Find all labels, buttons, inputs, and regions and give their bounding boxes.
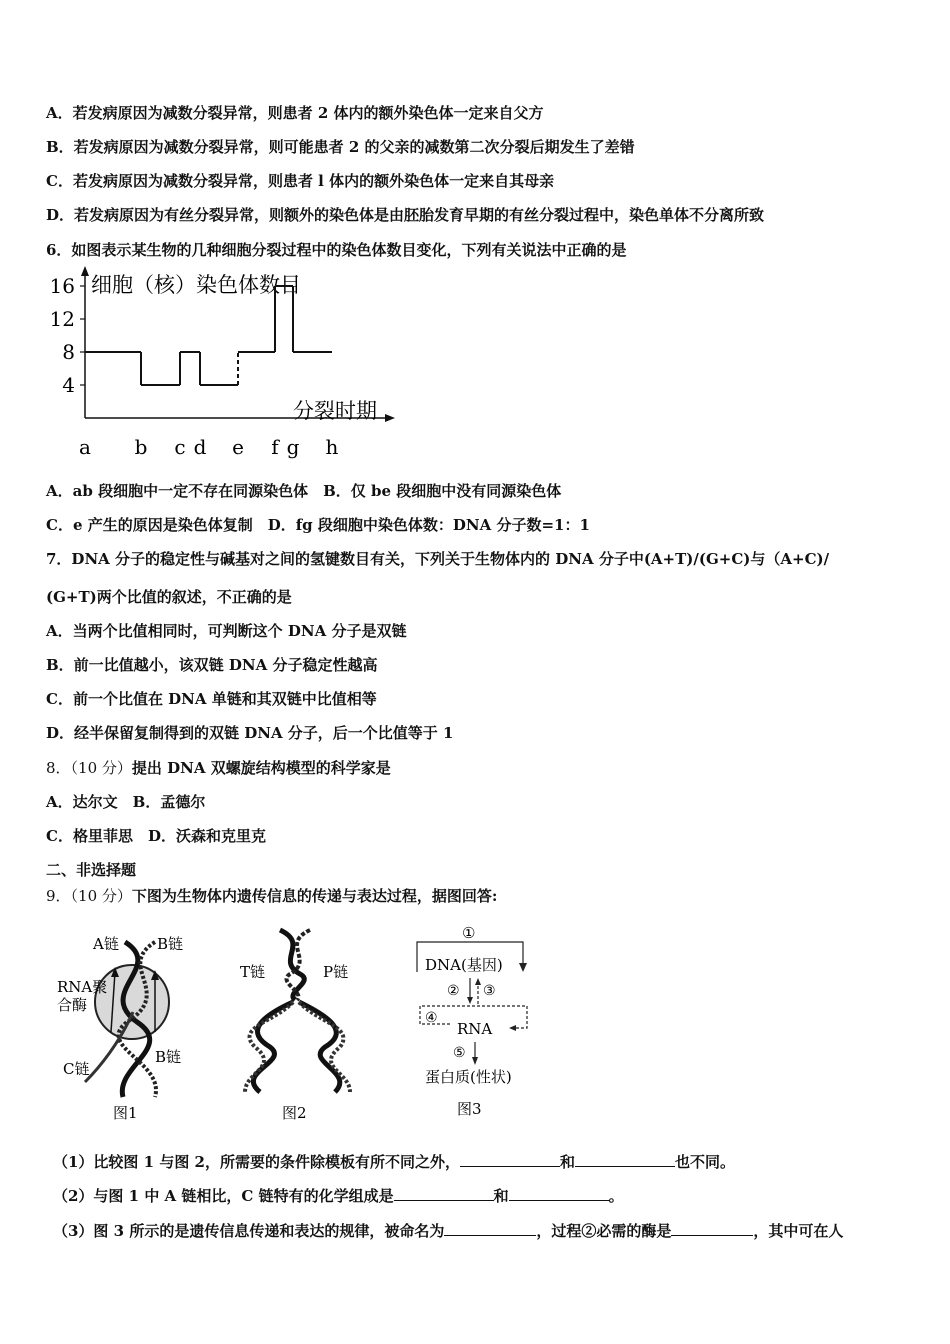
q8-score: （10 分） bbox=[70, 759, 132, 777]
x-axis-arrow bbox=[385, 414, 395, 422]
x-axis-label: 分裂时期 bbox=[293, 399, 377, 423]
q8-stem-line bbox=[46, 758, 391, 778]
fig3-dna-label: DNA(基因) bbox=[425, 956, 503, 974]
fig1-b-chain-bottom-label: B链 bbox=[155, 1048, 182, 1066]
q7-option-b: B．前一比值越小，该双链 DNA 分子稳定性越高 bbox=[46, 656, 378, 674]
q6-options-ab: A．ab 段细胞中一定不存在同源染色体 B．仅 be 段细胞中没有同源染色体 bbox=[46, 482, 562, 500]
x-tick-label-c: c bbox=[174, 435, 186, 459]
q9-sub3-before: （3）图 3 所示的是遗传信息传递和表达的规律，被命名为 bbox=[53, 1222, 445, 1240]
fig1-enzyme-label-1: RNA聚 bbox=[57, 978, 108, 996]
q7-option-d: D．经半保留复制得到的双链 DNA 分子，后一个比值等于 1 bbox=[46, 724, 454, 742]
q9-sub2-before: （2）与图 1 中 A 链相比，C 链特有的化学组成是 bbox=[53, 1187, 394, 1205]
helix-right-strand-1 bbox=[299, 1002, 340, 1092]
figure-2-replication bbox=[235, 922, 360, 1127]
figure-3-central-dogma bbox=[405, 920, 545, 1125]
answer-blank-6[interactable] bbox=[671, 1221, 753, 1236]
section-title: 二、非选择题 bbox=[46, 861, 137, 879]
q6-options-cd: C．e 产生的原因是染色体复制 D．fg 段细胞中染色体数：DNA 分子数=1：1 bbox=[46, 516, 590, 534]
fig1-enzyme-label-2: 合酶 bbox=[57, 996, 88, 1014]
q8-stem: 提出 DNA 双螺旋结构模型的科学家是 bbox=[131, 759, 391, 777]
q9-sub2 bbox=[53, 1186, 624, 1206]
x-tick-label-e: e bbox=[232, 435, 244, 459]
y-tick-label: 4 bbox=[62, 373, 75, 397]
q9-number: 9． bbox=[46, 887, 71, 905]
q9-sub3-mid: ，过程②必需的酶是 bbox=[536, 1222, 672, 1240]
q7-stem-line1: 7．DNA 分子的稳定性与碱基对之间的氢键数目有关，下列关于生物体内的 DNA 分子中(A+T)/(G+C)与（A+C)/ bbox=[46, 550, 830, 568]
q9-sub1 bbox=[53, 1152, 735, 1172]
fig2-p-chain-label: P链 bbox=[323, 963, 349, 981]
x-tick-label-d: d bbox=[193, 435, 207, 459]
fig3-protein-label: 蛋白质(性状) bbox=[425, 1068, 512, 1086]
x-tick-label-a: a bbox=[79, 435, 91, 459]
q8-number: 8． bbox=[46, 759, 71, 777]
y-tick-label: 8 bbox=[62, 340, 75, 364]
y-tick-label: 12 bbox=[49, 307, 75, 331]
chart-title: 细胞（核）染色体数目 bbox=[91, 273, 301, 297]
q8-options-ab: A．达尔文 B．孟德尔 bbox=[46, 793, 206, 811]
q7-option-a: A．当两个比值相同时，可判断这个 DNA 分子是双链 bbox=[46, 622, 407, 640]
fig3-rna-label: RNA bbox=[457, 1020, 493, 1038]
q9-score: （10 分） bbox=[70, 887, 132, 905]
y-axis-arrow bbox=[81, 266, 89, 276]
fig2-t-chain-label: T链 bbox=[240, 963, 266, 981]
q9-sub1-mid: 和 bbox=[559, 1153, 575, 1171]
q9-sub3 bbox=[53, 1221, 843, 1241]
answer-blank-1[interactable] bbox=[460, 1152, 560, 1167]
q7-stem-line2: (G+T)两个比值的叙述，不正确的是 bbox=[46, 588, 292, 606]
q9-sub3-after: ，其中可在人 bbox=[753, 1222, 844, 1240]
q5-option-a: A．若发病原因为减数分裂异常，则患者 2 体内的额外染色体一定来自父方 bbox=[46, 104, 544, 122]
fig3-num-1: ① bbox=[462, 924, 476, 942]
answer-blank-2[interactable] bbox=[575, 1152, 675, 1167]
q6-stem: 6．如图表示某生物的几种细胞分裂过程中的染色体数目变化，下列有关说法中正确的是 bbox=[46, 241, 627, 259]
q9-sub1-before: （1）比较图 1 与图 2，所需要的条件除模板有所不同之外， bbox=[53, 1153, 460, 1171]
answer-blank-5[interactable] bbox=[444, 1221, 536, 1236]
fig2-caption: 图2 bbox=[282, 1104, 307, 1122]
x-tick-label-h: h bbox=[325, 435, 339, 459]
answer-blank-4[interactable] bbox=[509, 1186, 609, 1201]
q9-stem-line bbox=[46, 886, 497, 906]
chromosome-count-chart bbox=[45, 266, 405, 466]
answer-blank-3[interactable] bbox=[394, 1186, 494, 1201]
fig1-b-chain-top-label: B链 bbox=[157, 935, 184, 953]
fig1-a-chain-label: A链 bbox=[93, 935, 119, 953]
q7-option-c: C．前一个比值在 DNA 单链和其双链中比值相等 bbox=[46, 690, 377, 708]
q9-sub2-mid: 和 bbox=[493, 1187, 509, 1205]
q5-option-d: D．若发病原因为有丝分裂异常，则额外的染色体是由胚胎发育早期的有丝分裂过程中，染色单体不分离所致 bbox=[46, 206, 765, 224]
fig3-num-4: ④ bbox=[425, 1010, 438, 1026]
helix-left-strand-1 bbox=[253, 1002, 293, 1092]
x-tick-label-g: g bbox=[286, 435, 300, 459]
q9-stem: 下图为生物体内遗传信息的传递与表达过程，据图回答: bbox=[131, 887, 498, 905]
q9-sub2-after: 。 bbox=[608, 1187, 624, 1205]
fig3-num-3: ③ bbox=[483, 983, 496, 999]
x-tick-label-b: b bbox=[134, 435, 148, 459]
q5-option-c: C．若发病原因为减数分裂异常，则患者 l 体内的额外染色体一定来自其母亲 bbox=[46, 172, 555, 190]
q8-options-cd: C．格里菲思 D．沃森和克里克 bbox=[46, 827, 266, 845]
q9-sub1-after: 也不同。 bbox=[675, 1153, 736, 1171]
fig1-caption: 图1 bbox=[113, 1104, 138, 1122]
q5-option-b: B．若发病原因为减数分裂异常，则可能患者 2 的父亲的减数第二次分裂后期发生了差错 bbox=[46, 138, 635, 156]
figure-1-transcription bbox=[55, 922, 205, 1127]
fig3-caption: 图3 bbox=[457, 1100, 482, 1118]
y-tick-label: 16 bbox=[49, 274, 75, 298]
fig3-num-5: ⑤ bbox=[453, 1045, 466, 1061]
fig3-num-2: ② bbox=[447, 983, 460, 999]
x-tick-label-f: f bbox=[271, 435, 279, 459]
fig1-c-chain-label: C链 bbox=[63, 1060, 90, 1078]
